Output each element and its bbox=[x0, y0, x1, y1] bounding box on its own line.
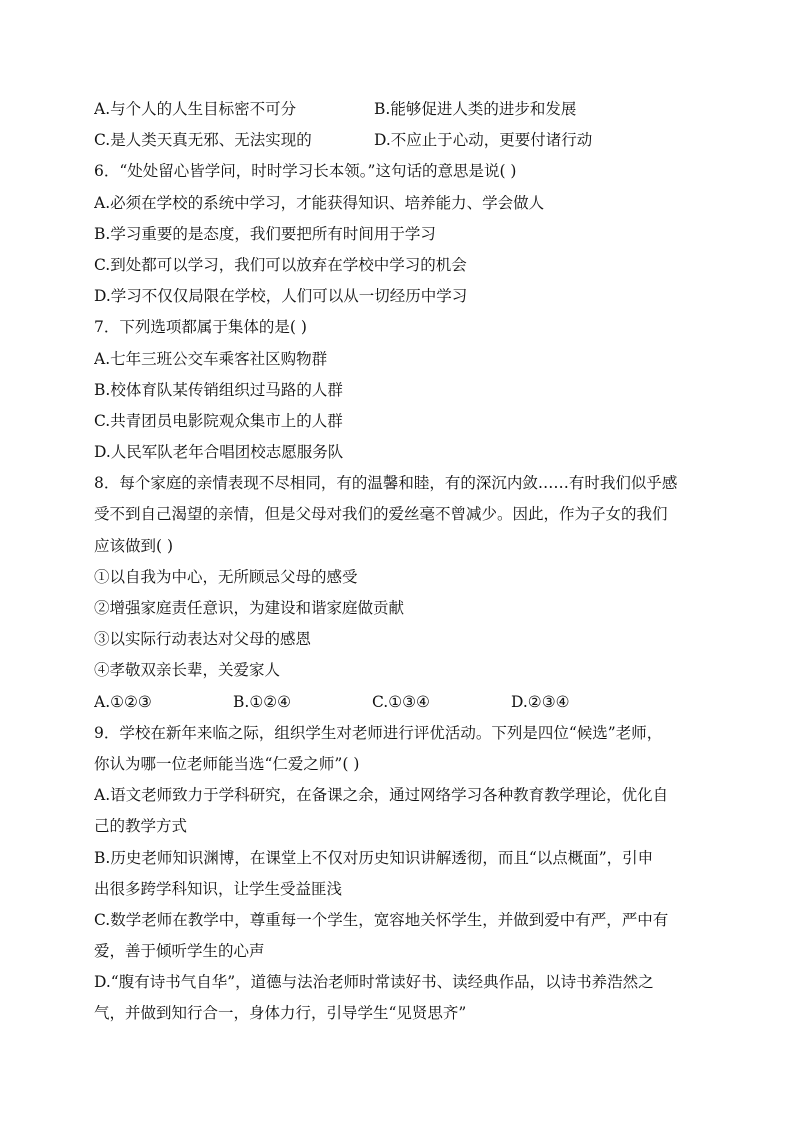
q9-option-d-line-1: D.“腹有诗书气自华”，道德与法治老师时常读好书、读经典作品，以诗书养浩然之 bbox=[94, 973, 654, 992]
q8-stem-line-3: 应该做到( ) bbox=[94, 536, 174, 555]
q5-option-c: C.是人类天真无邪、无法实现的 bbox=[94, 131, 312, 150]
q5-option-a: A.与个人的人生目标密不可分 bbox=[94, 100, 297, 118]
q9-option-d-line-2: 气，并做到知行合一，身体力行，引导学生“见贤思齐” bbox=[94, 1004, 467, 1023]
q9-stem-line-1: 9．学校在新年来临之际，组织学生对老师进行评优活动。下列是四位“候选”老师， bbox=[94, 723, 663, 742]
q5-option-d: D.不应止于心动，更要付诸行动 bbox=[374, 131, 593, 150]
q9-option-b-line-1: B.历史老师知识渊博，在课堂上不仅对历史知识讲解透彻，而且“以点概面”，引申 bbox=[94, 848, 654, 867]
q8-statement-1: ①以自我为中心，无所顾忌父母的感受 bbox=[94, 567, 358, 586]
q5-options-row-1 bbox=[94, 94, 704, 125]
q6-option-d: D.学习不仅仅局限在学校，人们可以从一切经历中学习 bbox=[94, 287, 468, 306]
q5-option-b: B.能够促进人类的进步和发展 bbox=[374, 100, 577, 118]
q9-option-c-line-1: C.数学老师在教学中，尊重每一个学生，宽容地关怀学生，并做到爱中有严，严中有 bbox=[94, 910, 669, 929]
q8-option-a: A.①②③ bbox=[94, 692, 152, 711]
q6-option-b: B.学习重要的是态度，我们要把所有时间用于学习 bbox=[94, 224, 436, 243]
q7-stem: 7．下列选项都属于集体的是( ) bbox=[94, 318, 307, 337]
q8-stem-line-2: 受不到自己渴望的亲情，但是父母对我们的爱丝毫不曾减少。因此，作为子女的我们 bbox=[94, 505, 668, 524]
q8-stem-line-1: 8．每个家庭的亲情表现不尽相同，有的温馨和睦，有的深沉内敛……有时我们似乎感 bbox=[94, 474, 678, 493]
q6-option-c: C.到处都可以学习，我们可以放弃在学校中学习的机会 bbox=[94, 255, 467, 274]
q8-option-d: D.②③④ bbox=[511, 692, 570, 711]
q8-option-c: C.①③④ bbox=[372, 692, 430, 711]
q6-option-a: A.必须在学校的系统中学习，才能获得知识、培养能力、学会做人 bbox=[94, 193, 545, 212]
q7-option-b: B.校体育队某传销组织过马路的人群 bbox=[94, 380, 343, 399]
q8-options-row bbox=[94, 687, 704, 718]
q5-options-row-2 bbox=[94, 125, 704, 156]
q7-option-a: A.七年三班公交车乘客社区购物群 bbox=[94, 349, 328, 368]
q8-option-b: B.①②④ bbox=[233, 692, 292, 711]
q7-option-c: C.共青团员电影院观众集市上的人群 bbox=[94, 411, 343, 430]
q7-option-d: D.人民军队老年合唱团校志愿服务队 bbox=[94, 443, 344, 462]
q6-stem: 6．“处处留心皆学问，时时学习长本领。”这句话的意思是说( ) bbox=[94, 162, 517, 181]
q8-statement-2: ②增强家庭责任意识，为建设和谐家庭做贡献 bbox=[94, 599, 405, 617]
q9-option-b-line-2: 出很多跨学科知识，让学生受益匪浅 bbox=[94, 879, 343, 898]
q8-statement-4: ④孝敬双亲长辈，关爱家人 bbox=[94, 661, 281, 680]
q9-option-a-line-2: 己的教学方式 bbox=[94, 817, 188, 836]
q9-option-c-line-2: 爱，善于倾听学生的心声 bbox=[94, 942, 265, 961]
q8-statement-3: ③以实际行动表达对父母的感恩 bbox=[94, 630, 312, 649]
q9-option-a-line-1: A.语文老师致力于学科研究，在备课之余，通过网络学习各种教育教学理论，优化自 bbox=[94, 786, 669, 805]
q9-stem-line-2: 你认为哪一位老师能当选“仁爱之师”( ) bbox=[94, 754, 360, 773]
exam-page bbox=[94, 94, 704, 1030]
